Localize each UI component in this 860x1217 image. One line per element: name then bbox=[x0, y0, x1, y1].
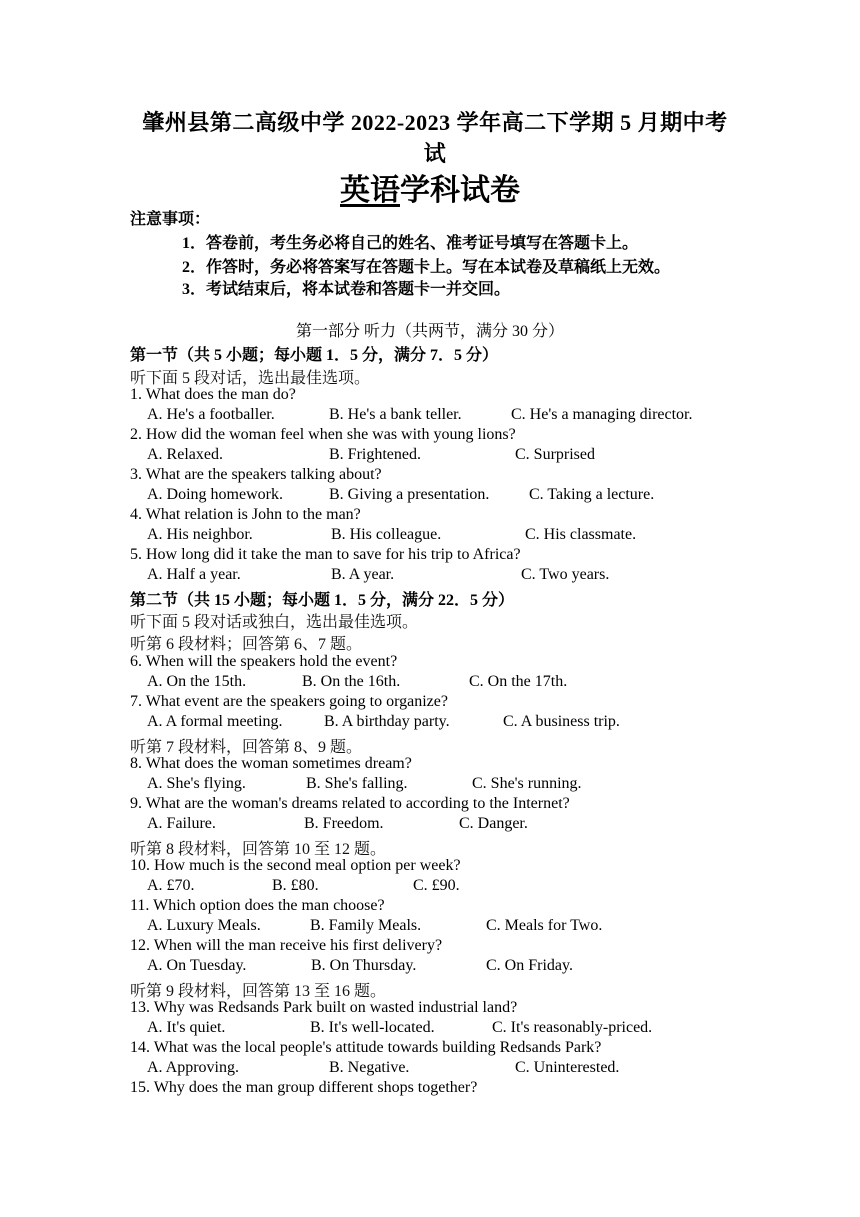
option-a: A. Half a year. bbox=[147, 566, 241, 583]
option-a: A. Relaxed. bbox=[147, 446, 223, 463]
part1-title: 第一部分 听力（共两节，满分 30 分） bbox=[295, 323, 564, 340]
options-row bbox=[147, 486, 837, 506]
option-b: B. A birthday party. bbox=[324, 713, 450, 730]
question: 15. Why does the man group different shops together? bbox=[130, 1079, 478, 1096]
options-row bbox=[147, 877, 837, 897]
subject-title bbox=[0, 165, 860, 209]
options-row bbox=[147, 446, 837, 466]
question: 8. What does the woman sometimes dream? bbox=[130, 755, 412, 772]
options-row bbox=[147, 957, 837, 977]
option-b: B. She's falling. bbox=[306, 775, 408, 792]
option-a: A. Luxury Meals. bbox=[147, 917, 261, 934]
option-a: A. It's quiet. bbox=[147, 1019, 226, 1036]
subject-underlined: 英语 bbox=[340, 174, 400, 207]
option-b: B. Freedom. bbox=[304, 815, 384, 832]
option-a: A. Doing homework. bbox=[147, 486, 283, 503]
material-note: 听第 8 段材料，回答第 10 至 12 题。 bbox=[130, 841, 387, 858]
question: 3. What are the speakers talking about? bbox=[130, 466, 382, 483]
options-row bbox=[147, 1059, 837, 1079]
option-c: C. Danger. bbox=[459, 815, 528, 832]
option-b: B. His colleague. bbox=[331, 526, 442, 543]
option-a: A. She's flying. bbox=[147, 775, 246, 792]
question: 6. When will the speakers hold the event? bbox=[130, 653, 398, 670]
option-c: C. She's running. bbox=[472, 775, 582, 792]
notice-heading: 注意事项： bbox=[130, 211, 211, 228]
option-c: C. On the 17th. bbox=[469, 673, 568, 690]
option-c: C. £90. bbox=[413, 877, 460, 894]
option-c: C. A business trip. bbox=[503, 713, 620, 730]
option-b: B. Frightened. bbox=[329, 446, 421, 463]
option-a: A. His neighbor. bbox=[147, 526, 253, 543]
option-b: B. A year. bbox=[331, 566, 395, 583]
options-row bbox=[147, 673, 837, 693]
question: 9. What are the woman's dreams related to according to the Internet? bbox=[130, 795, 570, 812]
options-row bbox=[147, 917, 837, 937]
option-c: C. Meals for Two. bbox=[486, 917, 603, 934]
section1-heading: 第一节（共 5 小题；每小题 1．5 分，满分 7．5 分） bbox=[130, 347, 499, 364]
option-b: B. £80. bbox=[272, 877, 319, 894]
question: 7. What event are the speakers going to organize? bbox=[130, 693, 448, 710]
option-b: B. Negative. bbox=[329, 1059, 410, 1076]
question: 11. Which option does the man choose? bbox=[130, 897, 385, 914]
option-b: B. He's a bank teller. bbox=[329, 406, 462, 423]
subject-rest: 学科试卷 bbox=[400, 174, 520, 207]
options-row bbox=[147, 526, 837, 546]
options-row bbox=[147, 775, 837, 795]
exam-title-line2: 试 bbox=[423, 141, 447, 166]
options-row bbox=[147, 1019, 837, 1039]
option-a: A. On the 15th. bbox=[147, 673, 247, 690]
notice-item: 3．考试结束后，将本试卷和答题卡一并交回。 bbox=[182, 281, 511, 298]
option-a: A. On Tuesday. bbox=[147, 957, 247, 974]
notice-item: 2．作答时，务必将答案写在答题卡上。写在本试卷及草稿纸上无效。 bbox=[182, 259, 671, 276]
option-a: A. Approving. bbox=[147, 1059, 239, 1076]
option-b: B. On Thursday. bbox=[311, 957, 417, 974]
option-c: C. On Friday. bbox=[486, 957, 573, 974]
option-a: A. A formal meeting. bbox=[147, 713, 283, 730]
question: 5. How long did it take the man to save for his trip to Africa? bbox=[130, 546, 521, 563]
option-b: B. It's well-located. bbox=[310, 1019, 435, 1036]
exam-title-line1: 肇州县第二高级中学 2022-2023 学年高二下学期 5 月期中考 bbox=[142, 110, 728, 135]
section2-heading: 第二节（共 15 小题；每小题 1．5 分，满分 22．5 分） bbox=[130, 592, 515, 609]
option-a: A. He's a footballer. bbox=[147, 406, 275, 423]
question: 13. Why was Redsands Park built on wasted industrial land? bbox=[130, 999, 518, 1016]
material-note: 听第 7 段材料，回答第 8、9 题。 bbox=[130, 739, 363, 756]
question: 10. How much is the second meal option per week? bbox=[130, 857, 461, 874]
question: 4. What relation is John to the man? bbox=[130, 506, 361, 523]
option-b: B. On the 16th. bbox=[302, 673, 401, 690]
question: 2. How did the woman feel when she was with young lions? bbox=[130, 426, 516, 443]
question: 12. When will the man receive his first delivery? bbox=[130, 937, 443, 954]
option-c: C. Two years. bbox=[521, 566, 610, 583]
option-c: C. It's reasonably-priced. bbox=[492, 1019, 653, 1036]
option-b: B. Family Meals. bbox=[310, 917, 422, 934]
options-row bbox=[147, 566, 837, 586]
question: 1. What does the man do? bbox=[130, 386, 296, 403]
material-note: 听第 6 段材料；回答第 6、7 题。 bbox=[130, 636, 363, 653]
option-c: C. His classmate. bbox=[525, 526, 637, 543]
option-c: C. He's a managing director. bbox=[511, 406, 693, 423]
options-row bbox=[147, 815, 837, 835]
options-row bbox=[147, 713, 837, 733]
option-c: C. Uninterested. bbox=[515, 1059, 620, 1076]
question: 14. What was the local people's attitude towards building Redsands Park? bbox=[130, 1039, 602, 1056]
option-c: C. Taking a lecture. bbox=[529, 486, 655, 503]
section2-instruction: 听下面 5 段对话或独白，选出最佳选项。 bbox=[130, 614, 419, 631]
option-c: C. Surprised bbox=[515, 446, 595, 463]
option-a: A. £70. bbox=[147, 877, 195, 894]
section1-instruction: 听下面 5 段对话，选出最佳选项。 bbox=[130, 370, 371, 387]
notice-item: 1．答卷前，考生务必将自己的姓名、准考证号填写在答题卡上。 bbox=[182, 235, 639, 252]
option-a: A. Failure. bbox=[147, 815, 216, 832]
options-row bbox=[147, 406, 837, 426]
material-note: 听第 9 段材料，回答第 13 至 16 题。 bbox=[130, 983, 387, 1000]
option-b: B. Giving a presentation. bbox=[329, 486, 490, 503]
